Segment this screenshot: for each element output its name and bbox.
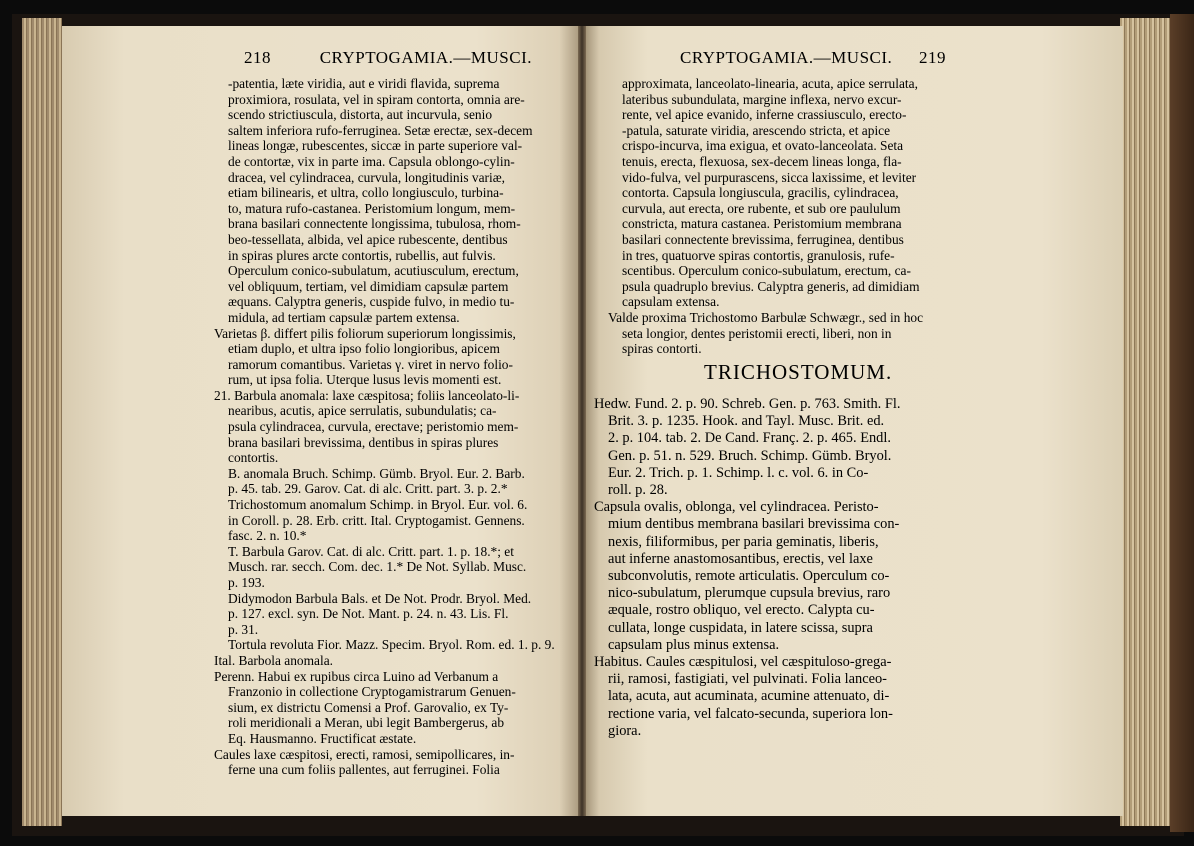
book-cover-edge xyxy=(1170,14,1194,832)
text-line: æquans. Calyptra generis, cuspide fulvo, in medio tu- xyxy=(228,294,515,310)
text-line: beo-tessellata, albida, vel apice rubescente, dentibus xyxy=(228,231,508,247)
text-line: capsulam plus minus extensa. xyxy=(608,636,780,653)
text-line: roll. p. 28. xyxy=(608,482,668,499)
text-line: psula cylindracea, curvula, erectave; peristomio mem- xyxy=(228,419,519,435)
text-line: proximiora, rosulata, vel in spiram contorta, omnia are- xyxy=(228,91,525,107)
text-line: aut inferne anastomosantibus, erectis, vel laxe xyxy=(608,550,873,567)
text-line: rente, vel apice evanido, inferne crassiusculo, erecto- xyxy=(622,107,907,123)
text-line: brana basilari connectente longissima, tubulosa, rhom- xyxy=(228,216,521,232)
right-page-number: 219 xyxy=(919,48,946,67)
text-line: spiras contorti. xyxy=(622,341,702,357)
text-line: Varietas β. differt pilis foliorum superiorum longissimis, xyxy=(214,325,516,341)
text-line: nexis, filiformibus, per paria geminatis, liberis, xyxy=(608,533,879,550)
text-line: T. Barbula Garov. Cat. di alc. Critt. part. 1. p. 18.*; et xyxy=(228,543,514,559)
book-gutter xyxy=(578,26,586,816)
text-line: constricta, matura castanea. Peristomium membrana xyxy=(622,216,902,232)
text-line: Tortula revoluta Fior. Mazz. Specim. Bryol. Rom. ed. 1. p. 9. xyxy=(228,637,555,653)
text-line: scentibus. Operculum conico-subulatum, erectum, ca- xyxy=(622,263,911,279)
text-line: ferne una cum foliis pallentes, aut ferruginei. Folia xyxy=(228,762,500,778)
text-line: sium, ex districtu Comensi a Prof. Garovalio, ex Ty- xyxy=(228,699,509,715)
text-line: -patentia, læte viridia, aut e viridi flavida, suprema xyxy=(228,76,500,91)
text-line: p. 193. xyxy=(228,575,265,590)
text-line: Brit. 3. p. 1235. Hook. and Tayl. Musc. Brit. ed. xyxy=(608,413,885,430)
text-line: 21. Barbula anomala: laxe cæspitosa; foliis lanceolato-li- xyxy=(214,387,520,403)
text-line: cullata, longe cuspidata, in latere scissa, supra xyxy=(608,619,873,636)
text-line: B. anomala Bruch. Schimp. Gümb. Bryol. Eur. 2. Barb. xyxy=(228,465,525,481)
right-page-header xyxy=(680,48,946,68)
text-line: Hedw. Fund. 2. p. 90. Schreb. Gen. p. 763. Smith. Fl. xyxy=(594,396,901,412)
text-line: 2. p. 104. tab. 2. De Cand. Franç. 2. p. 465. Endl. xyxy=(608,430,891,447)
text-line: Franzonio in collectione Cryptogamistrarum Genuen- xyxy=(228,684,516,700)
text-line: Habitus. Caules cæspitulosi, vel cæspituloso-grega- xyxy=(594,654,892,671)
text-line: fasc. 2. n. 10.* xyxy=(228,528,307,544)
text-line: in tres, quatuorve spiras contortis, granulosis, rufe- xyxy=(622,247,895,263)
text-line: Trichostomum anomalum Schimp. in Bryol. Eur. vol. 6. xyxy=(228,497,528,513)
text-line: psula quadruplo brevius. Calyptra generis, ad dimidiam xyxy=(622,278,920,294)
text-line: basilari connectente brevissima, ferruginea, dentibus xyxy=(622,231,904,247)
text-line: in spiras plures arcte contortis, rubellis, aut fulvis. xyxy=(228,247,496,263)
text-line: Perenn. Habui ex rupibus circa Luino ad Verbanum a xyxy=(214,668,499,684)
text-line: Gen. p. 51. n. 529. Bruch. Schimp. Gümb. Bryol. xyxy=(608,447,892,464)
left-page-body xyxy=(214,76,559,778)
text-line: Eur. 2. Trich. p. 1. Schimp. l. c. vol. 6. in Co- xyxy=(608,464,869,481)
text-line: etiam duplo, et ultra ipso folio longioribus, apicem xyxy=(228,341,500,357)
right-page-body-bottom xyxy=(594,396,970,740)
text-line: lateribus subundulata, margine inflexa, nervo excur- xyxy=(622,91,902,107)
right-page-body-top xyxy=(608,76,968,357)
text-line: vido-fulva, vel purpurascens, sicca laxissime, et leviter xyxy=(622,169,917,185)
text-line: crispo-incurva, ima exigua, et ovato-lanceolata. Seta xyxy=(622,138,904,154)
right-running-title: CRYPTOGAMIA.—MUSCI. xyxy=(680,48,893,67)
left-page-header xyxy=(244,48,532,68)
text-line: Didymodon Barbula Bals. et De Not. Prodr. Bryol. Med. xyxy=(228,590,532,606)
text-line: approximata, lanceolato-linearia, acuta, apice serrulata, xyxy=(622,76,918,91)
text-line: nearibus, acutis, apice serrulatis, subundulatis; ca- xyxy=(228,403,497,419)
text-line: rum, ut ipsa folia. Uterque lusus levis momenti est. xyxy=(228,372,502,388)
text-line: -patula, saturate viridia, arescendo stricta, et apice xyxy=(622,122,891,138)
text-line: rectione varia, vel falcato-secunda, superiora lon- xyxy=(608,705,893,722)
text-line: Capsula ovalis, oblonga, vel cylindracea. Peristo- xyxy=(594,499,879,516)
text-line: contortis. xyxy=(228,450,279,466)
text-line: roli meridionali a Meran, ubi legit Bambergerus, ab xyxy=(228,715,505,731)
text-line: p. 45. tab. 29. Garov. Cat. di alc. Critt. part. 3. p. 2.* xyxy=(228,481,508,497)
text-line: saltem inferiora rufo-ferruginea. Setæ erectæ, sex-decem xyxy=(228,122,533,138)
text-line: p. 127. excl. syn. De Not. Mant. p. 24. n. 43. Lis. Fl. xyxy=(228,606,509,622)
text-line: rii, ramosi, fastigiati, vel pulvinati. Folia lanceo- xyxy=(608,671,887,688)
text-line: etiam bilinearis, et ultra, collo longiusculo, turbina- xyxy=(228,185,504,201)
text-line: lata, acuta, aut acuminata, acumine attenuato, di- xyxy=(608,688,890,705)
text-line: curvula, aut erecta, ore rubente, et sub ore paululum xyxy=(622,200,901,216)
text-line: giora. xyxy=(608,722,642,739)
text-line: Valde proxima Trichostomo Barbulæ Schwægr., sed in hoc xyxy=(608,309,924,325)
section-title-trichostomum: TRICHOSTOMUM. xyxy=(704,360,893,384)
text-line: vel obliquum, tertiam, vel dimidiam capsulæ partem xyxy=(228,278,509,294)
text-line: midula, ad tertiam capsulæ partem extensa. xyxy=(228,309,460,325)
text-line: tenuis, erecta, flexuosa, sex-decem lineas longa, fla- xyxy=(622,153,902,169)
left-page-edges xyxy=(22,18,62,826)
text-line: scendo strictiuscula, distorta, aut incurvula, senio xyxy=(228,107,493,123)
text-line: Eq. Hausmanno. Fructificat æstate. xyxy=(228,730,417,746)
text-line: capsulam extensa. xyxy=(622,294,720,310)
text-line: nico-subulatum, plerumque cupsula brevius, raro xyxy=(608,585,891,602)
text-line: dracea, vel cylindracea, curvula, longitudinis variæ, xyxy=(228,169,506,185)
text-line: mium dentibus membrana basilari brevissima con- xyxy=(608,516,900,533)
text-line: in Coroll. p. 28. Erb. critt. Ital. Cryptogamist. Gennens. xyxy=(228,512,525,528)
text-line: subconvolutis, remote articulatis. Operculum co- xyxy=(608,568,890,585)
text-line: de contortæ, vix in parte ima. Capsula oblongo-cylin- xyxy=(228,153,515,169)
left-running-title: CRYPTOGAMIA.—MUSCI. xyxy=(319,48,532,67)
text-line: Ital. Barbola anomala. xyxy=(214,652,333,668)
text-line: p. 31. xyxy=(228,621,259,637)
text-line: ramorum comantibus. Varietas γ. viret in nervo folio- xyxy=(228,356,513,372)
text-line: lineas longæ, rubescentes, siccæ in parte superiore val- xyxy=(228,138,523,154)
text-line: Musch. rar. secch. Com. dec. 1.* De Not. Syllab. Musc. xyxy=(228,559,527,575)
text-line: Operculum conico-subulatum, acutiusculum, erectum, xyxy=(228,263,519,279)
text-line: æquale, rostro obliquo, vel erecto. Calypta cu- xyxy=(608,602,875,619)
text-line: Caules laxe cæspitosi, erecti, ramosi, semipollicares, in- xyxy=(214,746,515,762)
text-line: contorta. Capsula longiuscula, gracilis, cylindracea, xyxy=(622,185,899,201)
text-line: seta longior, dentes peristomii erecti, liberi, non in xyxy=(622,325,892,341)
text-line: brana basilari brevissima, dentibus in spiras plures xyxy=(228,434,499,450)
left-page-number: 218 xyxy=(244,48,271,67)
text-line: to, matura rufo-castanea. Peristomium longum, mem- xyxy=(228,200,516,216)
